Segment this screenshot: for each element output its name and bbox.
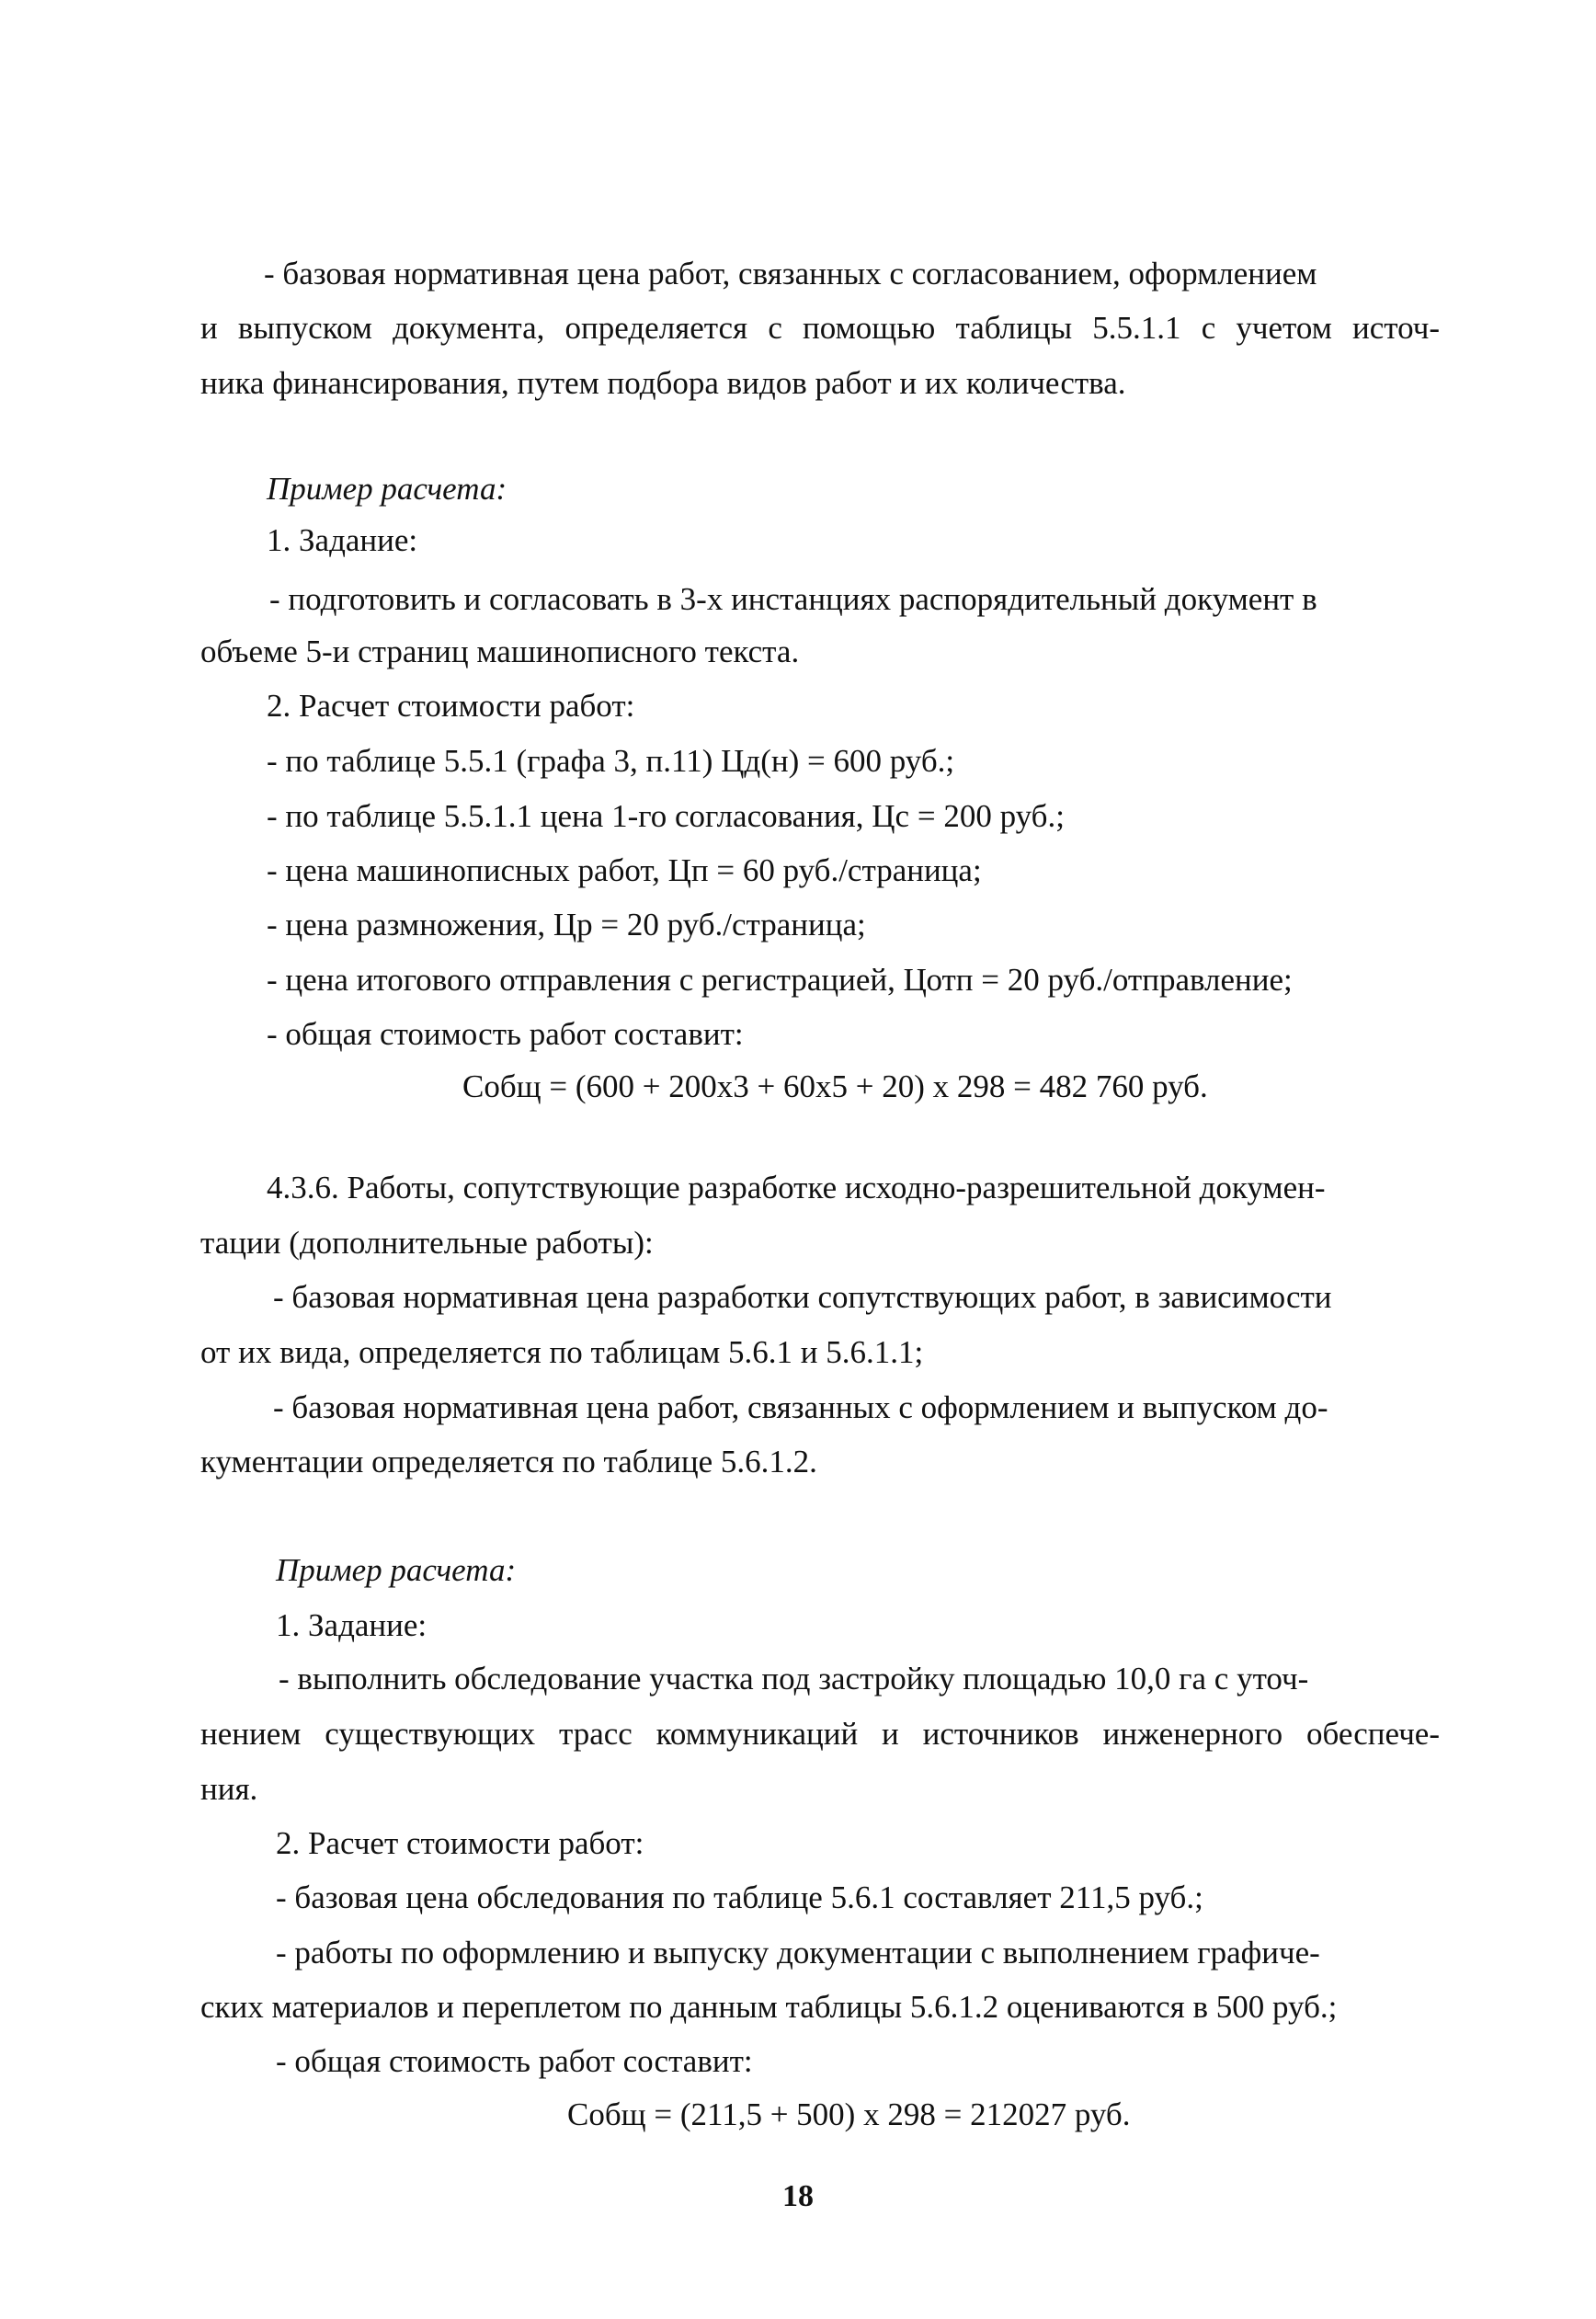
paragraph-line: тации (дополнительные работы): (200, 1225, 654, 1261)
task-line: нением существующих трасс коммуникаций и источников инженерного обеспече- (200, 1716, 1440, 1752)
calc-item: - работы по оформлению и выпуску документации с выполнением графиче- (276, 1935, 1320, 1971)
calc-item: - по таблице 5.5.1 (графа 3, п.11) Цд(н) = 600 руб.; (267, 743, 955, 779)
section-heading: 4.3.6. Работы, сопутствующие разработке исходно-разрешительной докумен- (267, 1170, 1326, 1205)
task-line: ния. (200, 1771, 258, 1807)
paragraph-line: - базовая нормативная цена разработки сопутствующих работ, в зависимости (273, 1279, 1332, 1315)
calc-label: 2. Расчет стоимости работ: (267, 688, 635, 724)
task-line: - подготовить и согласовать в 3-х инстанциях распорядительный документ в (269, 581, 1317, 617)
paragraph-line: - базовая нормативная цена работ, связанных с согласованием, оформлением (264, 256, 1317, 291)
task-line: объеме 5-и страниц машинописного текста. (200, 634, 800, 669)
formula: Собщ = (600 + 200х3 + 60х5 + 20) х 298 = 482 760 руб. (462, 1068, 1208, 1104)
formula: Собщ = (211,5 + 500) х 298 = 212027 руб. (567, 2096, 1131, 2132)
paragraph-line: от их вида, определяется по таблицам 5.6.1 и 5.6.1.1; (200, 1334, 924, 1370)
calc-item: - общая стоимость работ составит: (267, 1016, 744, 1052)
calc-item: - цена итогового отправления с регистрацией, Цотп = 20 руб./отправление; (267, 962, 1293, 998)
page-number: 18 (782, 2179, 814, 2213)
calc-item: - цена машинописных работ, Цп = 60 руб./страница; (267, 852, 982, 888)
calc-label: 2. Расчет стоимости работ: (276, 1825, 644, 1861)
task-label: 1. Задание: (267, 522, 418, 558)
calc-item: - базовая цена обследования по таблице 5.6.1 составляет 211,5 руб.; (276, 1879, 1203, 1915)
calc-item: ских материалов и переплетом по данным таблицы 5.6.1.2 оцениваются в 500 руб.; (200, 1989, 1338, 2025)
paragraph-line: и выпуском документа, определяется с помощью таблицы 5.5.1.1 с учетом источ- (200, 310, 1440, 346)
task-line: - выполнить обследование участка под застройку площадью 10,0 га с уточ- (279, 1661, 1309, 1696)
paragraph-line: - базовая нормативная цена работ, связанных с оформлением и выпуском до- (273, 1389, 1328, 1425)
paragraph-line: кументации определяется по таблице 5.6.1.2. (200, 1444, 817, 1479)
calc-item: - цена размножения, Цр = 20 руб./страница; (267, 907, 866, 942)
example-heading: Пример расчета: (267, 471, 507, 507)
example-heading: Пример расчета: (276, 1552, 517, 1588)
calc-item: - по таблице 5.5.1.1 цена 1-го согласования, Цс = 200 руб.; (267, 798, 1065, 834)
task-label: 1. Задание: (276, 1607, 428, 1643)
paragraph-line: ника финансирования, путем подбора видов работ и их количества. (200, 365, 1126, 401)
calc-item: - общая стоимость работ составит: (276, 2043, 753, 2079)
